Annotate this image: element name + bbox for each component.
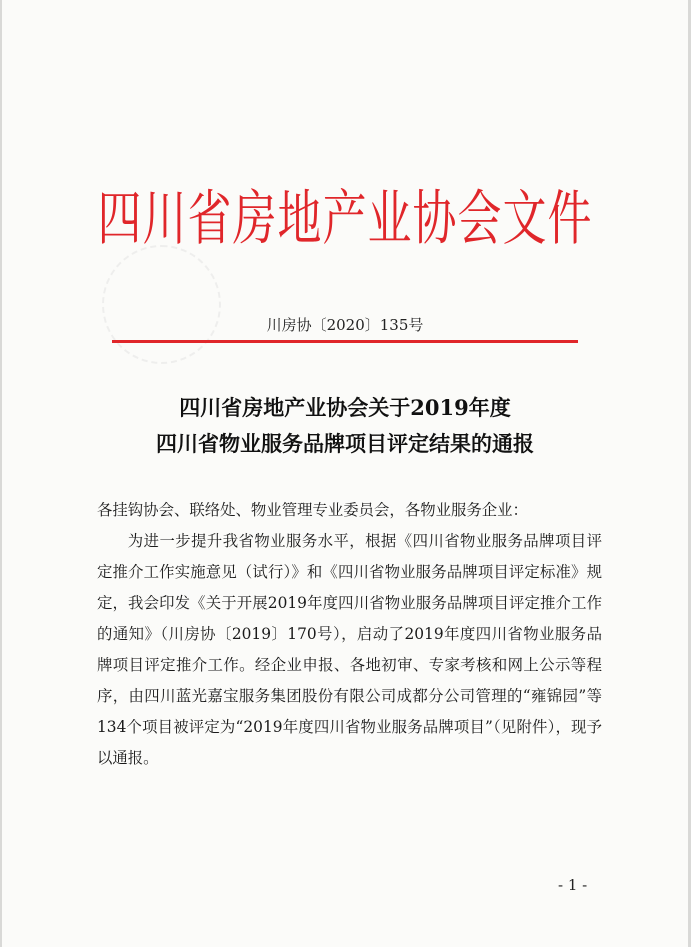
page-number: - 1 - <box>558 876 588 894</box>
faint-seal-mark <box>102 245 221 364</box>
body-paragraph: 为进一步提升我省物业服务水平，根据《四川省物业服务品牌项目评定推介工作实施意见（试行）》和《四川省物业服务品牌项目评定标准》规定，我会印发《关于开展2019年度四川省物业服务品牌项目评定推介工作的通知》（川房协〔2019〕170号），启动了2019年度四川省物业服务品牌项目评定推介工作。经企业申报、各地初审、专家考核和网上公示等程序，由四川蓝光嘉宝服务集团股份有限公司成都分公司管理的“雍锦园”等134个项目被评定为“2019年度四川省物业服务品牌项目”（见附件），现予以通报。 <box>97 532 602 767</box>
salutation: 各挂钩协会、联络处、物业管理专业委员会，各物业服务企业： <box>97 501 528 519</box>
notice-title-line-1: 四川省房地产业协会关于2019年度 <box>179 395 511 420</box>
document-number: 川房协〔2020〕135号 <box>266 316 424 334</box>
document-header-title: 四川省房地产业协会文件 <box>97 184 593 254</box>
notice-title <box>2 390 688 462</box>
document-page <box>2 0 688 947</box>
document-body <box>97 495 602 774</box>
notice-title-line-2: 四川省物业服务品牌项目评定结果的通报 <box>156 431 534 456</box>
red-divider-line <box>112 340 578 343</box>
